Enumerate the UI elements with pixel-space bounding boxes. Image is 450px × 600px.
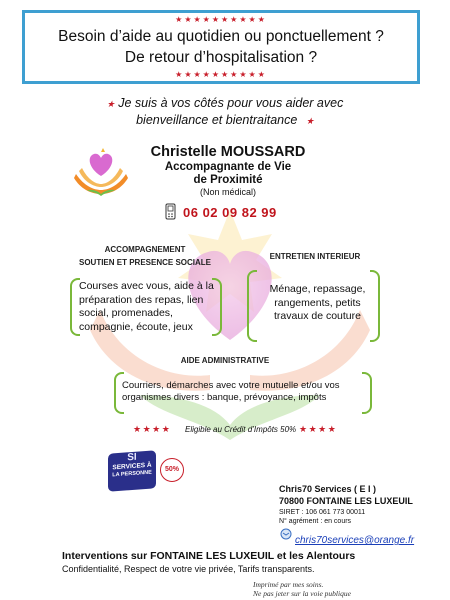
accompagnement-title: ACCOMPAGNEMENT: [104, 245, 186, 254]
accompagnement-text: Courses avec vous, aide à la préparation des repas, lien social, promenades, compagnie, écoute, jeux: [79, 280, 214, 333]
administratif-title: AIDE ADMINISTRATIVE: [180, 356, 270, 365]
header-box: [22, 10, 420, 84]
footer-line1: Interventions sur FONTAINE LES LUXEUIL et les Alentours: [62, 550, 356, 562]
company-email-link[interactable]: chris70services@orange.fr: [295, 535, 415, 546]
contact-name: Christelle MOUSSARD: [150, 144, 306, 160]
legal-line2: Ne pas jeter sur la voie publique: [253, 589, 351, 598]
email-icon: [280, 528, 292, 540]
entretien-text: Ménage, repassage, rangements, petits travaux de couture: [269, 283, 366, 322]
footer-line2: Confidentialité, Respect de votre vie privée, Tarifs transparents.: [62, 564, 315, 574]
header-title-line1: Besoin d’aide au quotidien ou ponctuellement ?: [58, 28, 384, 45]
credit-text: Eligible au Crédit d’Impôts 50%: [185, 425, 297, 434]
company-siret: SIRET : 106 061 773 00011: [279, 509, 366, 516]
phone-number[interactable]: 06 02 09 82 99: [183, 205, 277, 220]
tagline-line1-wrap: [60, 96, 390, 110]
header-bottom-stars: ★★★★★★★★★★: [175, 70, 267, 79]
legal-line1: Imprimé par mes soins.: [253, 580, 324, 589]
contact-role-line2: de Proximité: [193, 174, 263, 186]
tagline-line2: bienveillance et bientraitance: [136, 113, 298, 127]
tax-credit-badge: [160, 458, 184, 482]
star-icon: ★: [300, 116, 314, 126]
phone-icon: [164, 203, 177, 220]
accompagnement-subtitle: SOUTIEN ET PRESENCE SOCIALE: [78, 258, 212, 267]
header-title-line2: De retour d’hospitalisation ?: [124, 49, 318, 66]
star-icon: ★: [106, 99, 115, 109]
sap-logo-top: SI: [127, 451, 137, 464]
entretien-title: ENTRETIEN INTERIEUR: [269, 252, 361, 261]
sap-logo-line1: SERVICES À: [112, 461, 152, 472]
tagline-line2-wrap: [60, 113, 390, 127]
entretien-bracket-left: [247, 270, 257, 342]
contact-note: (Non médical): [199, 187, 257, 197]
logo-heart-hands-icon: [70, 146, 132, 198]
credit-stars-left: ★★★★: [133, 424, 172, 434]
company-agrement: N° agrément : en cours: [279, 518, 352, 525]
header-top-stars: ★★★★★★★★★★: [175, 15, 267, 24]
company-address: 70800 FONTAINE LES LUXEUIL: [279, 496, 413, 506]
administratif-text: Courriers, démarches avec votre mutuelle et/ou vos organismes divers : banque, prévoyance, impôts: [122, 380, 340, 403]
sap-logo-line2: LA PERSONNE: [112, 469, 152, 479]
contact-role-line1: Accompagnante de Vie: [164, 161, 292, 173]
credit-stars-right: ★★★★: [299, 424, 338, 434]
company-name: Chris70 Services ( E I ): [279, 484, 377, 494]
tagline-line1: Je suis à vos côtés pour vous aider avec: [118, 96, 344, 110]
services-a-la-personne-logo: [108, 450, 156, 491]
tax-credit-badge-percent: 50%: [164, 466, 179, 473]
